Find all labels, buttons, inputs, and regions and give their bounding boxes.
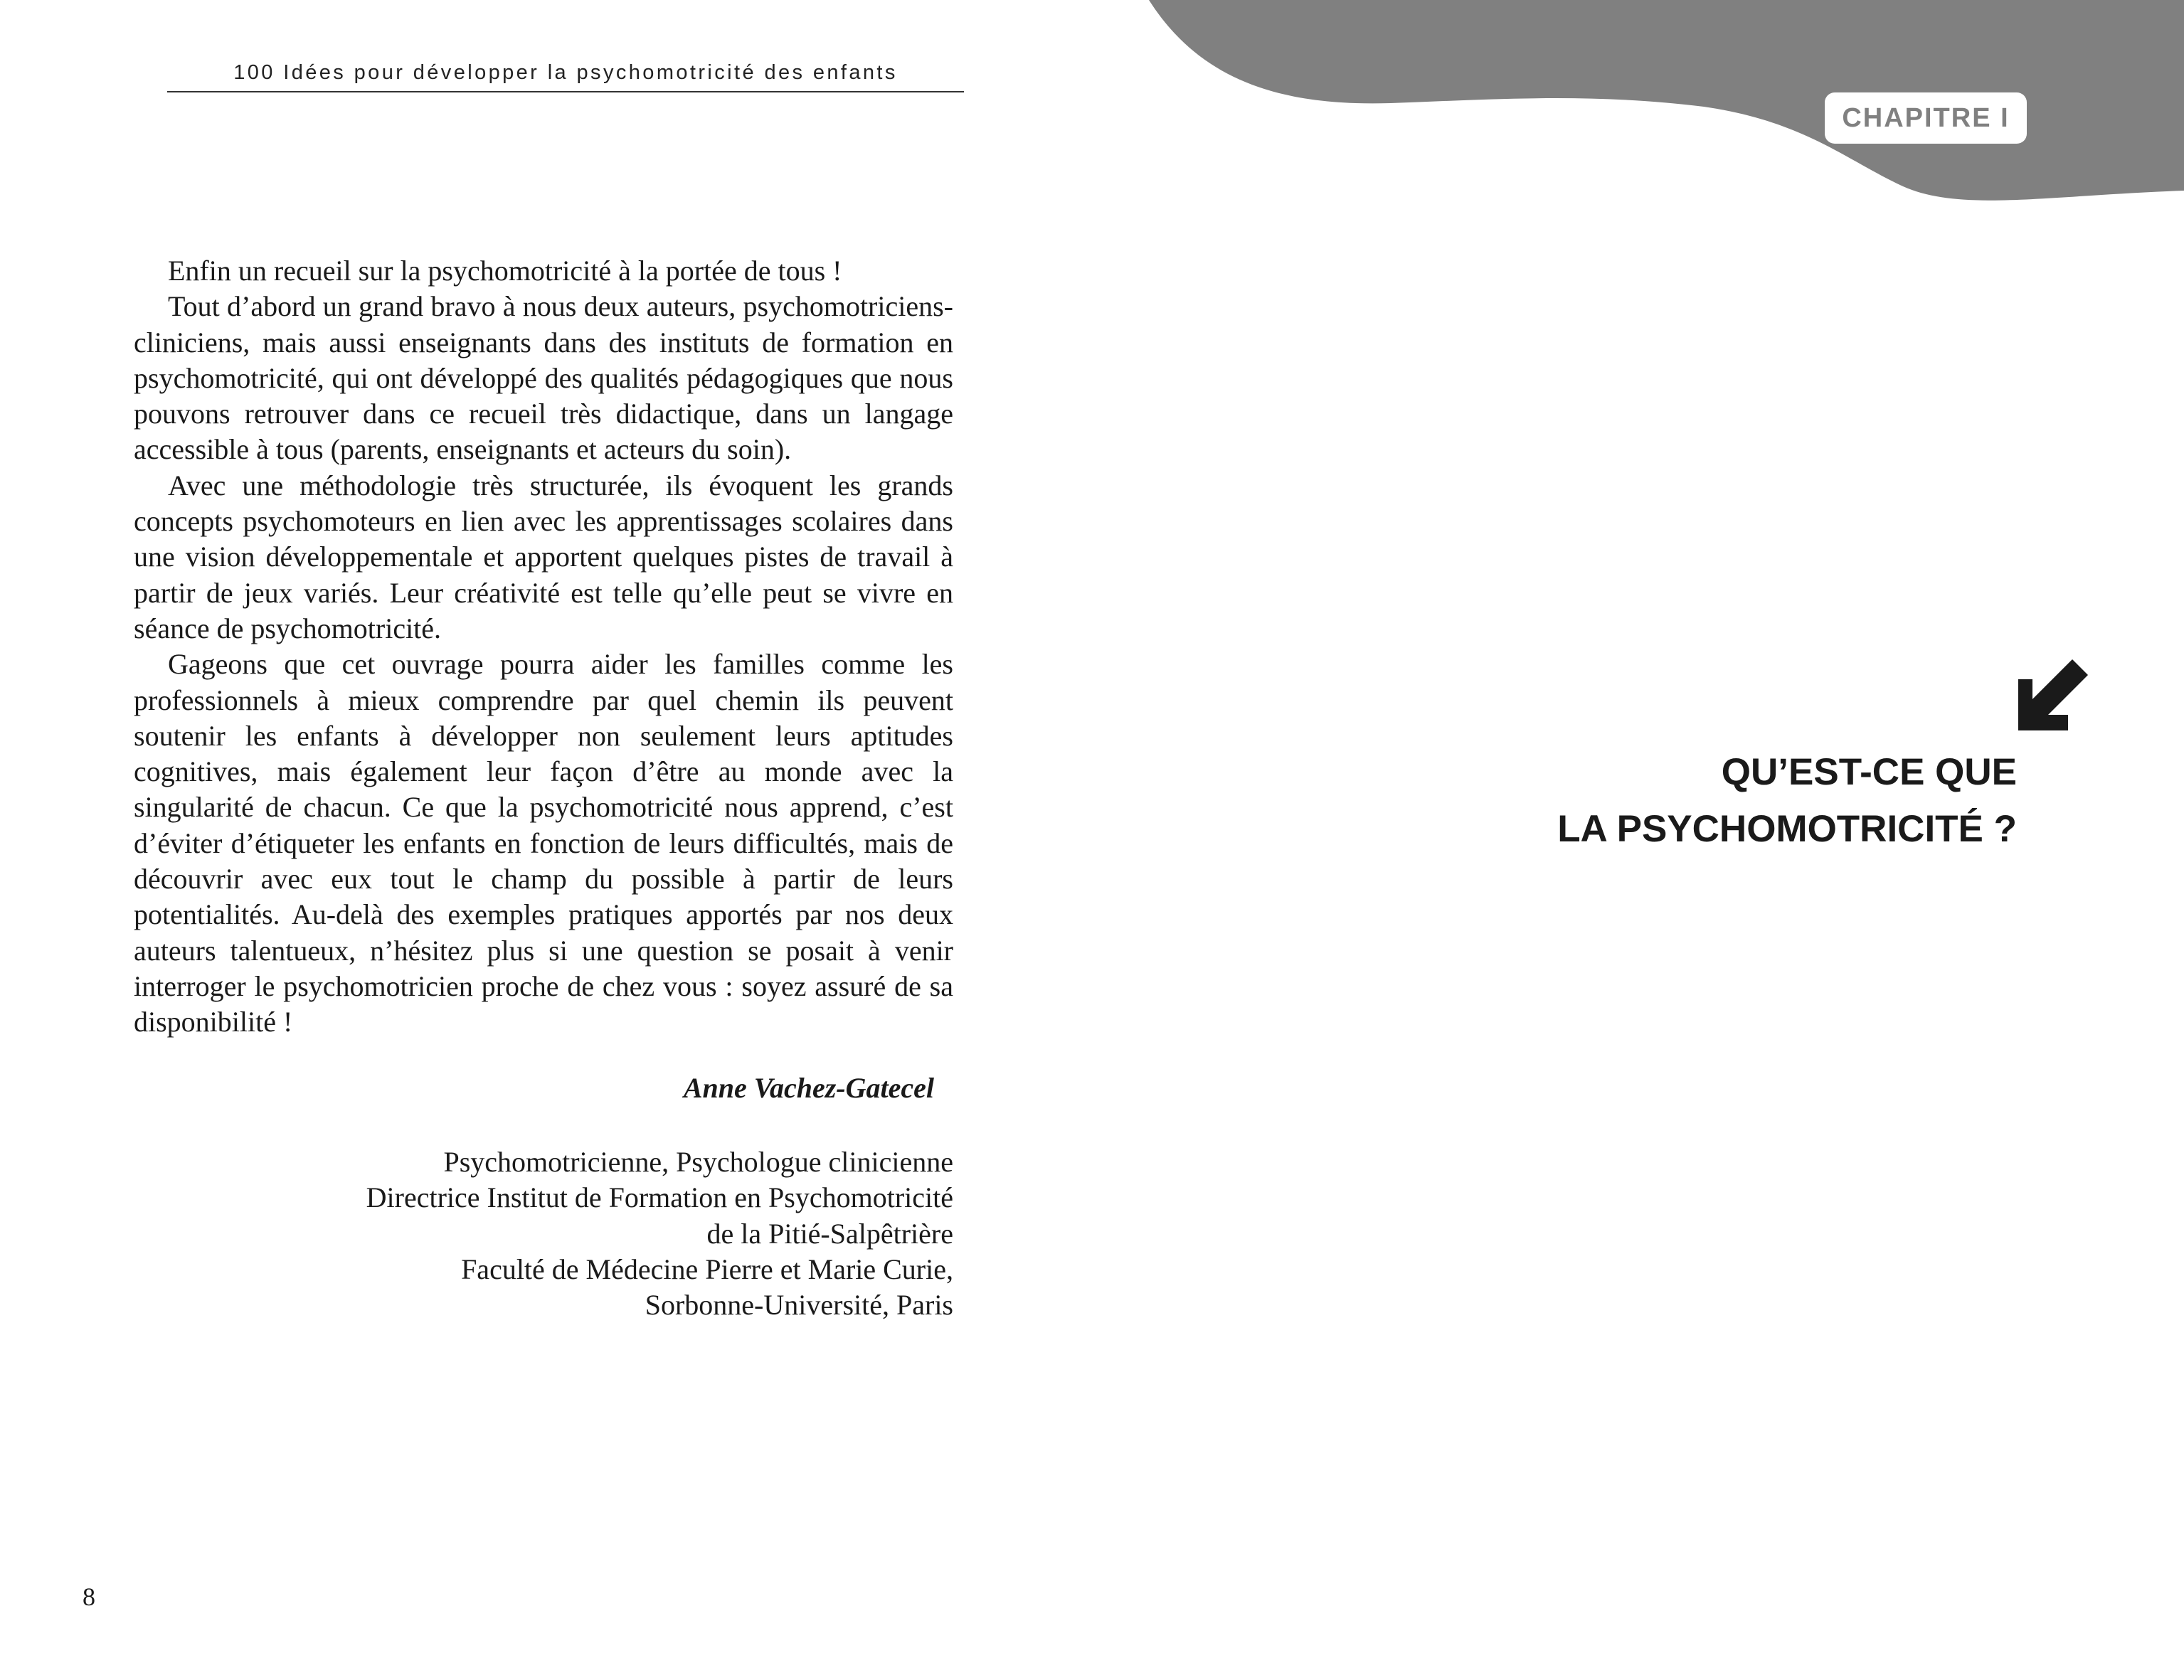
page-number: 8 <box>83 1583 95 1611</box>
paragraph: Gageons que cet ouvrage pourra aider les familles comme les professionnels à mieux comprendre par quel chemin ils peuvent soutenir les enfants à développer non seulement leurs aptitudes cognitives, mais également leur façon d’être au monde avec la singularité de chacun. Ce que la psychomotricité nous apprend, c’est d’éviter d’étiqueter les enfants en fonction de leurs difficultés, mais de découvrir avec eux tout le champ du possible à partir de leurs potentialités. Au-delà des exemples pratiques apportés par nos deux auteurs talentueux, n’hésitez plus si une question se posait à venir interroger le psychomotricien proche de chez vous : soyez assuré de sa disponibilité ! <box>134 648 953 1038</box>
wave-path <box>1149 0 2184 201</box>
credential-line: Directrice Institut de Formation en Psychomotricité <box>366 1181 953 1214</box>
preface-text <box>134 253 953 1041</box>
paragraph: Avec une méthodologie très structurée, ils évoquent les grands concepts psychomoteurs en lien avec les apprentissages scolaires dans une vision développementale et apportent quelques pistes de travail à partir de jeux variés. Leur créativité est telle qu’elle peut se vivre en séance de psychomotricité. <box>134 469 953 644</box>
credential-line: Psychomotricienne, Psychologue clinicienne <box>443 1146 953 1178</box>
paragraph: Enfin un recueil sur la psychomotricité à la portée de tous ! <box>168 255 842 287</box>
right-page <box>1092 0 2184 1680</box>
running-header: 100 Idées pour développer la psychomotricité des enfants <box>167 60 964 92</box>
chapter-title <box>1305 744 2017 858</box>
credential-line: Sorbonne-Université, Paris <box>645 1289 953 1322</box>
credential-line: de la Pitié-Salpêtrière <box>706 1217 953 1250</box>
credential-line: Faculté de Médecine Pierre et Marie Curie, <box>461 1253 953 1285</box>
arrow-down-left-icon <box>2015 658 2094 736</box>
author-credentials <box>134 1144 953 1323</box>
chapter-title-line: LA PSYCHOMOTRICITÉ ? <box>1557 808 2017 850</box>
author-signature: Anne Vachez-Gatecel <box>683 1072 934 1104</box>
chapter-badge: CHAPITRE I <box>1825 92 2027 144</box>
paragraph: Tout d’abord un grand bravo à nous deux auteurs, psychomotriciens-cliniciens, mais aussi enseignants dans des instituts de formation en psychomotricité, qui ont développé des qualités pédagogiques que nous pouvons retrouver dans ce recueil très didactique, dans un langage accessible à tous (parents, enseignants et acteurs du soin). <box>134 290 953 466</box>
chapter-title-line: QU’EST-CE QUE <box>1721 751 2017 793</box>
